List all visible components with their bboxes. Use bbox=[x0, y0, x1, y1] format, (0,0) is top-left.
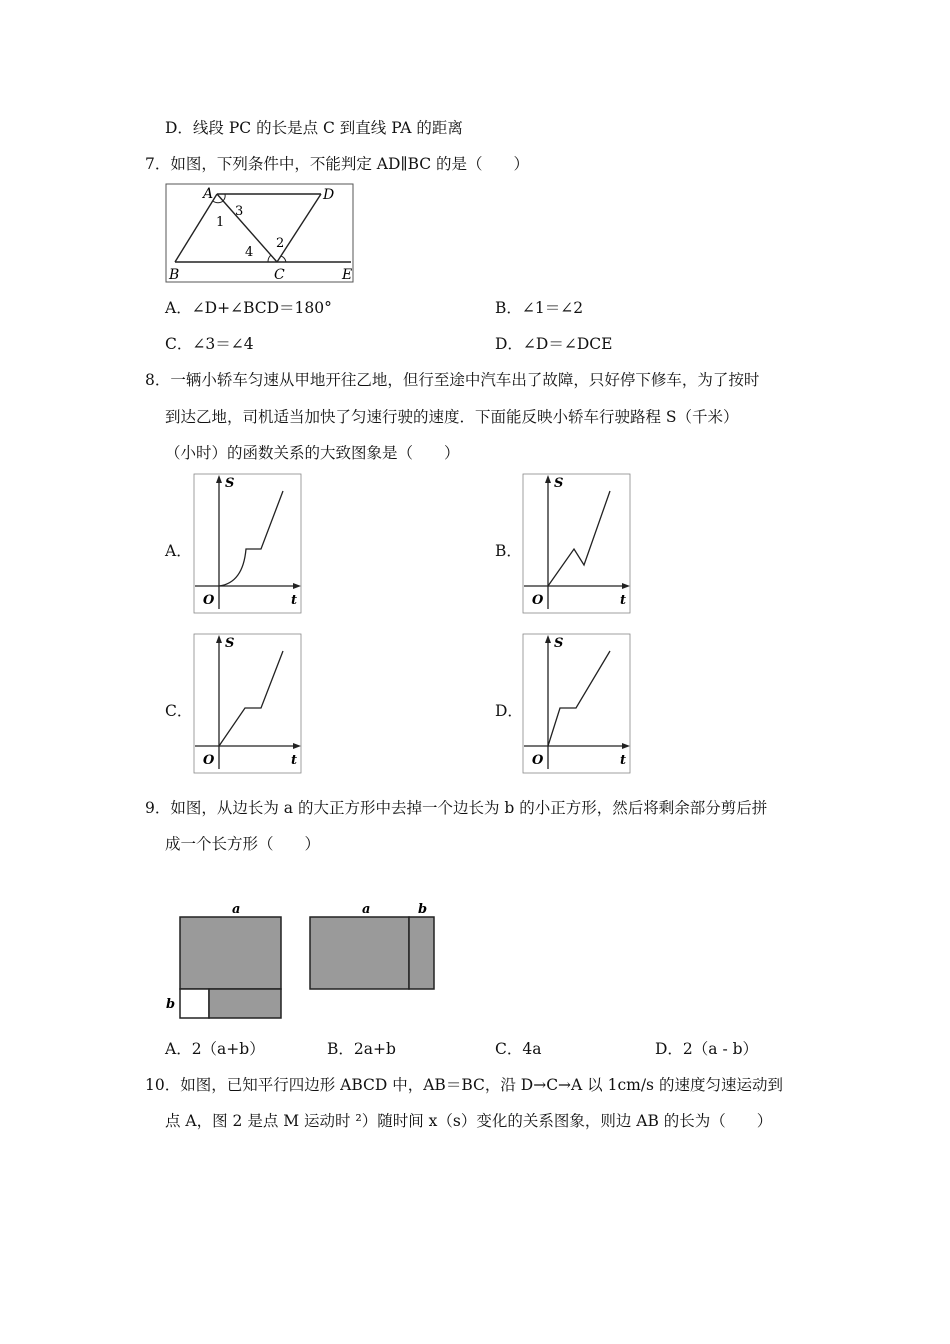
q8-label-a: A． bbox=[165, 542, 192, 560]
q8d-axis-s: S bbox=[554, 636, 564, 651]
q8-graph-b bbox=[522, 473, 632, 615]
q7-label-e: E bbox=[342, 267, 353, 283]
q7-label-c: C bbox=[274, 267, 285, 283]
q9-label-b-left: b bbox=[166, 997, 176, 1012]
q8-graph-c bbox=[193, 633, 303, 775]
q10-line-1: 10．如图，已知平行四边形 ABCD 中，AB＝BC，沿 D→C→A 以 1cm/s 的速度匀速运动到 bbox=[145, 1076, 783, 1094]
q9-label-b-right: b bbox=[418, 902, 428, 917]
q8b-axis-t: t bbox=[620, 593, 627, 608]
q7-angle-3: 3 bbox=[235, 204, 244, 219]
q8d-axis-t: t bbox=[620, 753, 627, 768]
q7-stem: 7．如图，下列条件中，不能判定 AD∥BC 的是（ ） bbox=[145, 155, 530, 173]
q8a-origin: O bbox=[203, 593, 215, 608]
q8-graph-a bbox=[193, 473, 303, 615]
q9-option-c: C．4a bbox=[495, 1040, 542, 1058]
q7-option-c: C．∠3＝∠4 bbox=[165, 335, 254, 353]
q6-option-d: D．线段 PC 的长是点 C 到直线 PA 的距离 bbox=[165, 119, 463, 137]
q9-option-d: D．2（a - b） bbox=[655, 1040, 759, 1058]
q8b-origin: O bbox=[532, 593, 544, 608]
q8c-axis-s: S bbox=[225, 636, 235, 651]
q9-line-2: 成一个长方形（ ） bbox=[165, 835, 321, 853]
q9-removed-square bbox=[180, 989, 209, 1018]
q7-parallelogram-figure bbox=[163, 182, 358, 286]
q9-fill-right-main bbox=[310, 917, 409, 989]
q7-option-a: A．∠D+∠BCD＝180° bbox=[165, 299, 332, 317]
q8d-origin: O bbox=[532, 753, 544, 768]
q9-option-a: A．2（a+b） bbox=[165, 1040, 265, 1058]
q7-angle-4: 4 bbox=[245, 245, 254, 260]
q8-label-c: C． bbox=[165, 702, 193, 720]
q9-square-figures bbox=[160, 897, 440, 1023]
q10-line-2: 点 A，图 2 是点 M 运动时 ²）随时间 x（s）变化的关系图象，则边 AB 的长为（ ） bbox=[165, 1112, 773, 1130]
q8c-origin: O bbox=[203, 753, 215, 768]
q7-label-d: D bbox=[323, 187, 335, 203]
q8a-axis-t: t bbox=[291, 593, 298, 608]
q9-label-a-left: a bbox=[232, 902, 241, 917]
q9-line-1: 9．如图，从边长为 a 的大正方形中去掉一个边长为 b 的小正方形，然后将剩余部分剪后拼 bbox=[145, 799, 768, 817]
q9-fill-right-strip bbox=[409, 917, 434, 989]
q8c-axis-t: t bbox=[291, 753, 298, 768]
q7-angle-1: 1 bbox=[216, 215, 225, 230]
q8-graph-d bbox=[522, 633, 632, 775]
q8-line-1: 8．一辆小轿车匀速从甲地开往乙地，但行至途中汽车出了故障，只好停下修车，为了按时 bbox=[145, 371, 760, 389]
q9-option-b: B．2a+b bbox=[327, 1040, 396, 1058]
q8-label-d: D． bbox=[495, 702, 523, 720]
q8-line-2: 到达乙地，司机适当加快了匀速行驶的速度．下面能反映小轿车行驶路程 S（千米） bbox=[165, 408, 739, 426]
q8-label-b: B． bbox=[495, 542, 522, 560]
q7-label-a: A bbox=[203, 186, 214, 202]
q9-fill-left-bottom bbox=[209, 989, 281, 1018]
q7-option-d: D．∠D＝∠DCE bbox=[495, 335, 613, 353]
q8b-axis-s: S bbox=[554, 476, 564, 491]
q8a-axis-s: S bbox=[225, 476, 235, 491]
q9-fill-left-top bbox=[180, 917, 281, 989]
q7-label-b: B bbox=[169, 267, 180, 283]
q7-angle-2: 2 bbox=[276, 236, 285, 251]
q9-label-a-right: a bbox=[362, 902, 371, 917]
q7-option-b: B．∠1＝∠2 bbox=[495, 299, 584, 317]
q8-line-3: （小时）的函数关系的大致图象是（ ） bbox=[165, 444, 460, 462]
